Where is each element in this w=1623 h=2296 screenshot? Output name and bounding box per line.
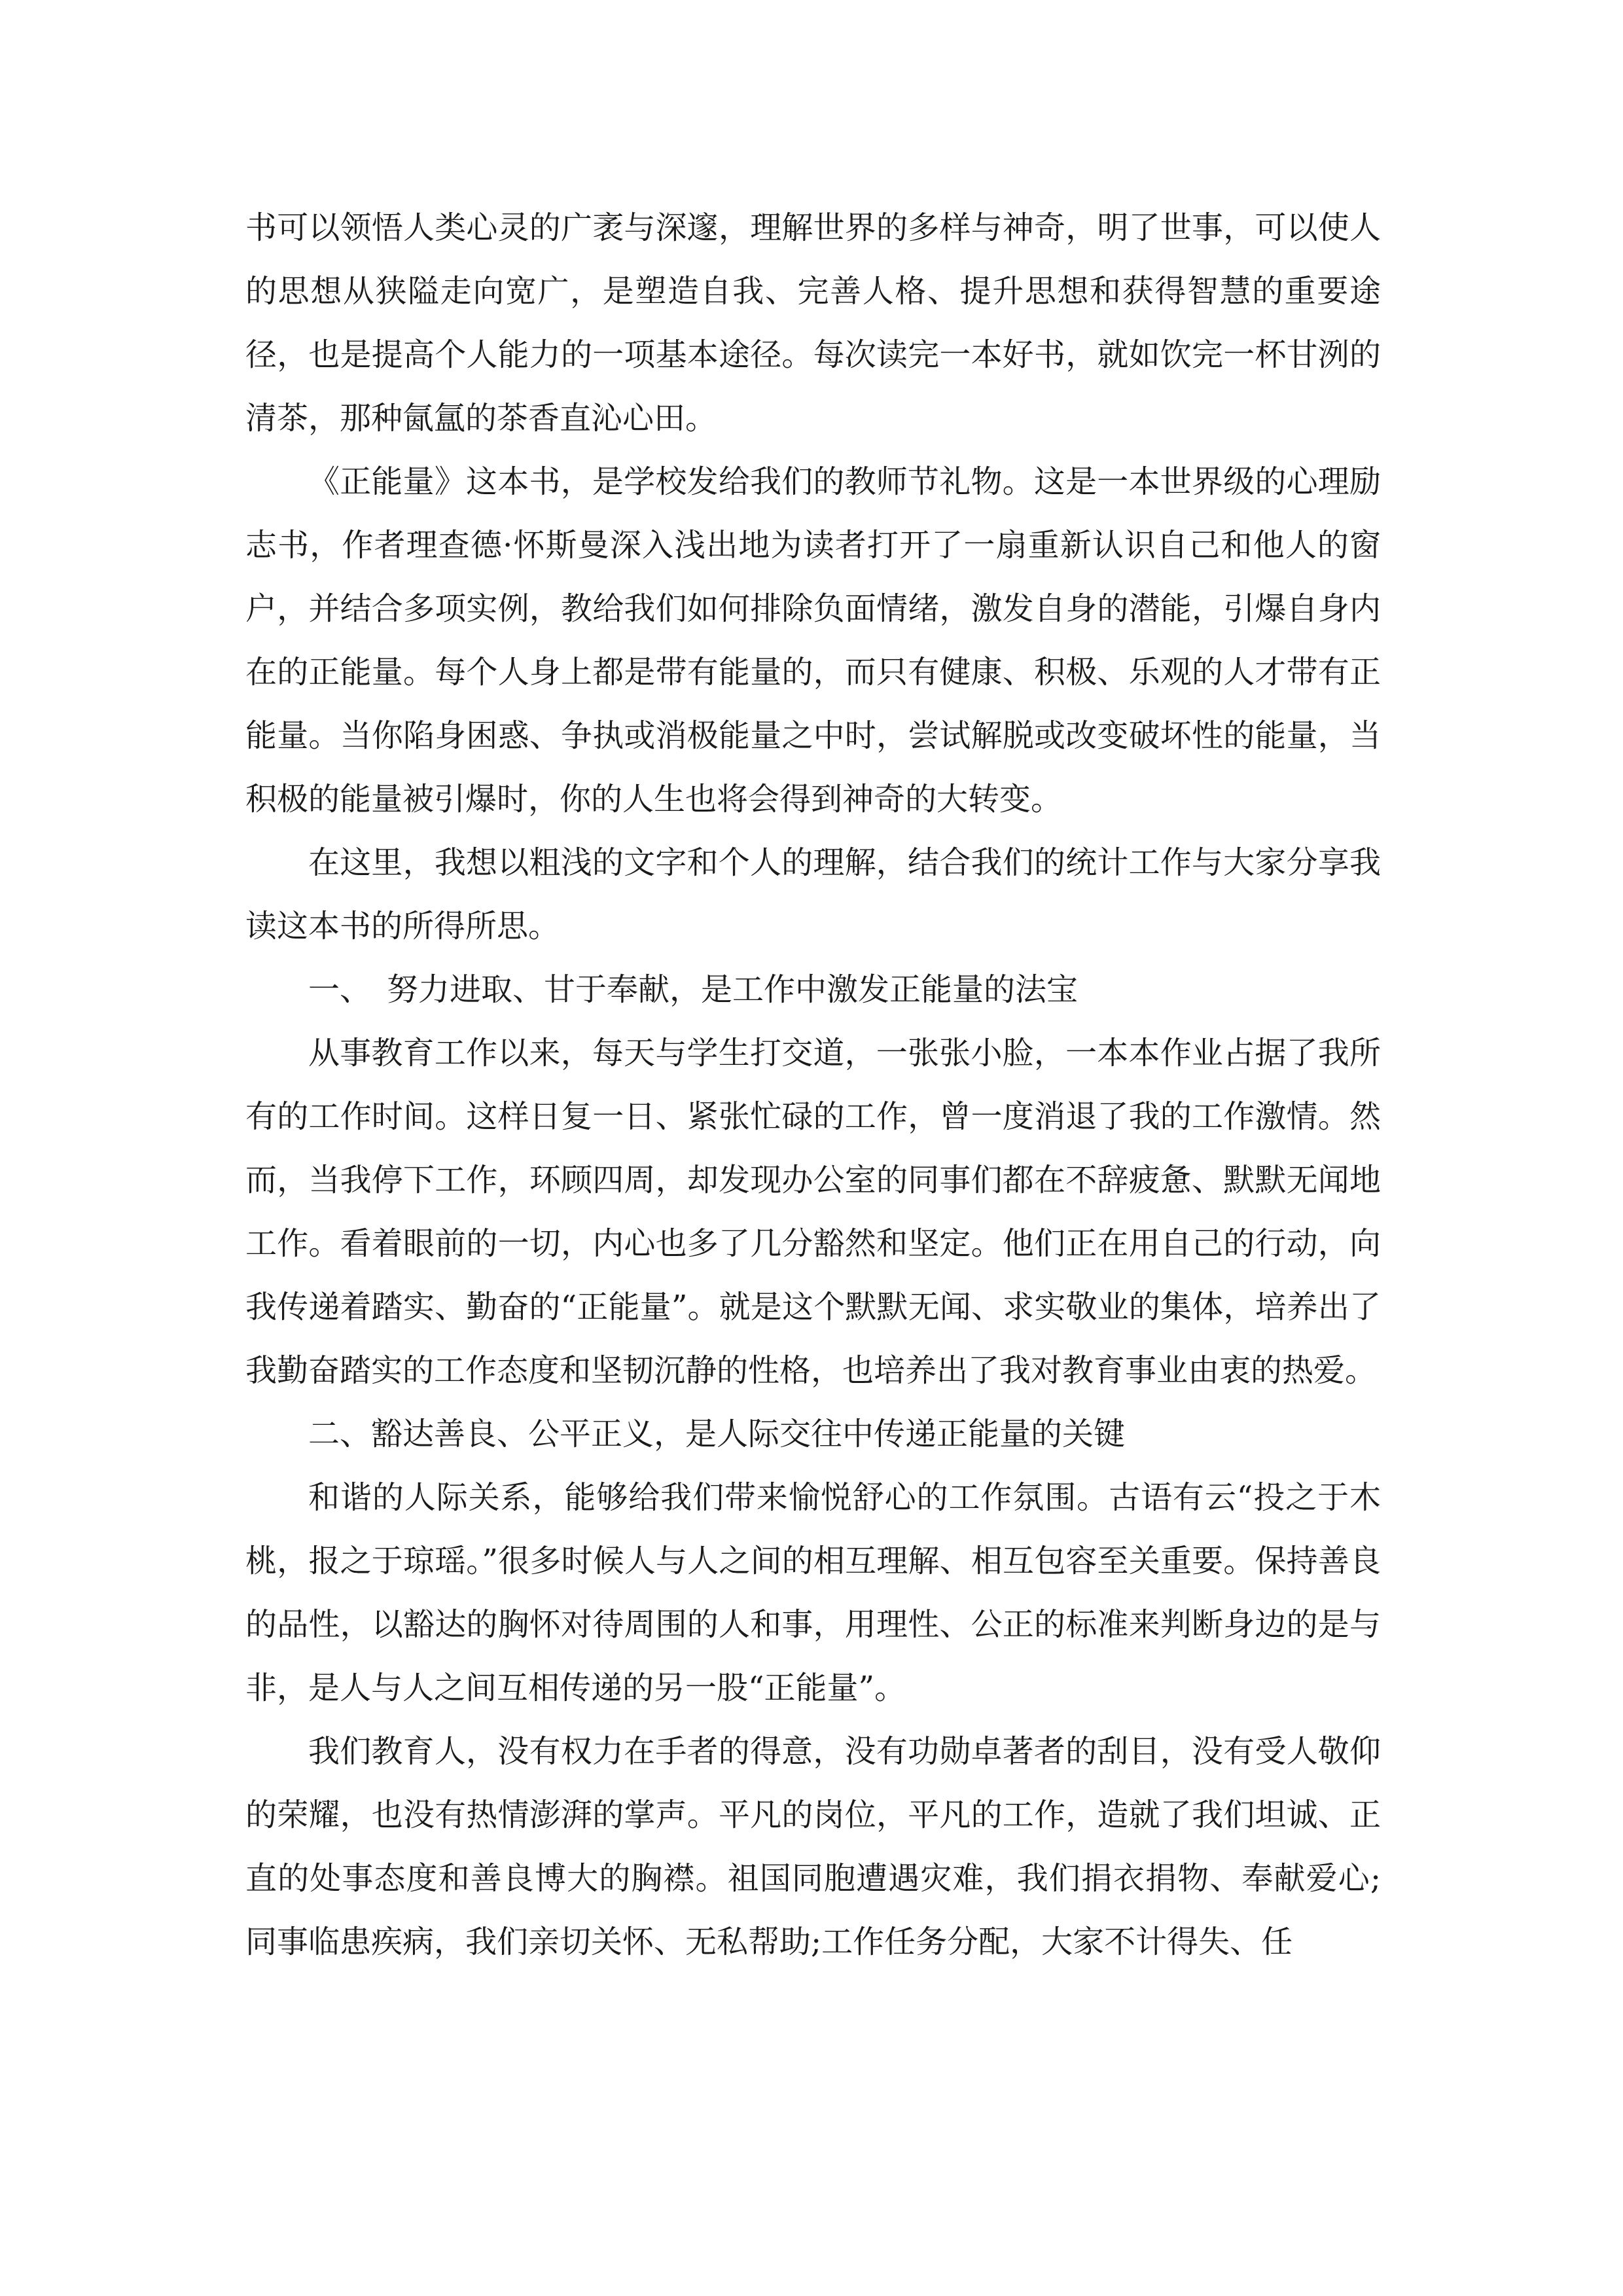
paragraph-sharing: 在这里，我想以粗浅的文字和个人的理解，结合我们的统计工作与大家分享我读这本书的所得所思。 — [245, 844, 1381, 944]
section-heading-2: 二、豁达善良、公平正义，是人际交往中传递正能量的关键 — [308, 1416, 1126, 1452]
document-body — [245, 196, 1381, 1974]
paragraph-book-intro: 《正能量》这本书，是学校发给我们的教师节礼物。这是一本世界级的心理励志书，作者理查德·怀斯曼深入浅出地为读者打开了一扇重新认识自己和他人的窗户，并结合多项实例，教给我们如何排除负面情绪，激发自身的潜能，引爆自身内在的正能量。每个人身上都是带有能量的，而只有健康、积极、乐观的人才带有正能量。当你陷身困惑、争执或消极能量之中时，尝试解脱或改变破坏性的能量，当积极的能量被引爆时，你的人生也将会得到神奇的大转变。 — [245, 463, 1381, 817]
section-heading-1: 一、 努力进取、甘于奉献，是工作中激发正能量的法宝 — [308, 971, 1079, 1008]
paragraph-work: 从事教育工作以来，每天与学生打交道，一张张小脸，一本本作业占据了我所有的工作时间。这样日复一日、紧张忙碌的工作，曾一度消退了我的工作激情。然而，当我停下工作，环顾四周，却发现办公室的同事们都在不辞疲惫、默默无闻地工作。看着眼前的一切，内心也多了几分豁然和坚定。他们正在用自己的行动，向我传递着踏实、勤奋的“正能量”。就是这个默默无闻、求实敬业的集体，培养出了我勤奋踏实的工作态度和坚韧沉静的性格，也培养出了我对教育事业由衷的热爱。 — [245, 1035, 1381, 1389]
paragraph-educators: 我们教育人，没有权力在手者的得意，没有功勋卓著者的刮目，没有受人敬仰的荣耀，也没有热情澎湃的掌声。平凡的岗位，平凡的工作，造就了我们坦诚、正直的处事态度和善良博大的胸襟。祖国同胞遭遇灾难，我们捐衣捐物、奉献爱心;同事临患疾病，我们亲切关怀、无私帮助;工作任务分配，大家不计得失、任 — [245, 1733, 1381, 1960]
paragraph-relations: 和谐的人际关系，能够给我们带来愉悦舒心的工作氛围。古语有云“投之于木桃，报之于琼瑶。”很多时候人与人之间的相互理解、相互包容至关重要。保持善良的品性，以豁达的胸怀对待周围的人和事，用理性、公正的标准来判断身边的是与非，是人与人之间互相传递的另一股“正能量”。 — [245, 1479, 1381, 1706]
paragraph-continuation: 书可以领悟人类心灵的广袤与深邃，理解世界的多样与神奇，明了世事，可以使人的思想从狭隘走向宽广，是塑造自我、完善人格、提升思想和获得智慧的重要途径，也是提高个人能力的一项基本途径。每次读完一本好书，就如饮完一杯甘洌的清茶，那种氤氲的茶香直沁心田。 — [245, 209, 1381, 437]
